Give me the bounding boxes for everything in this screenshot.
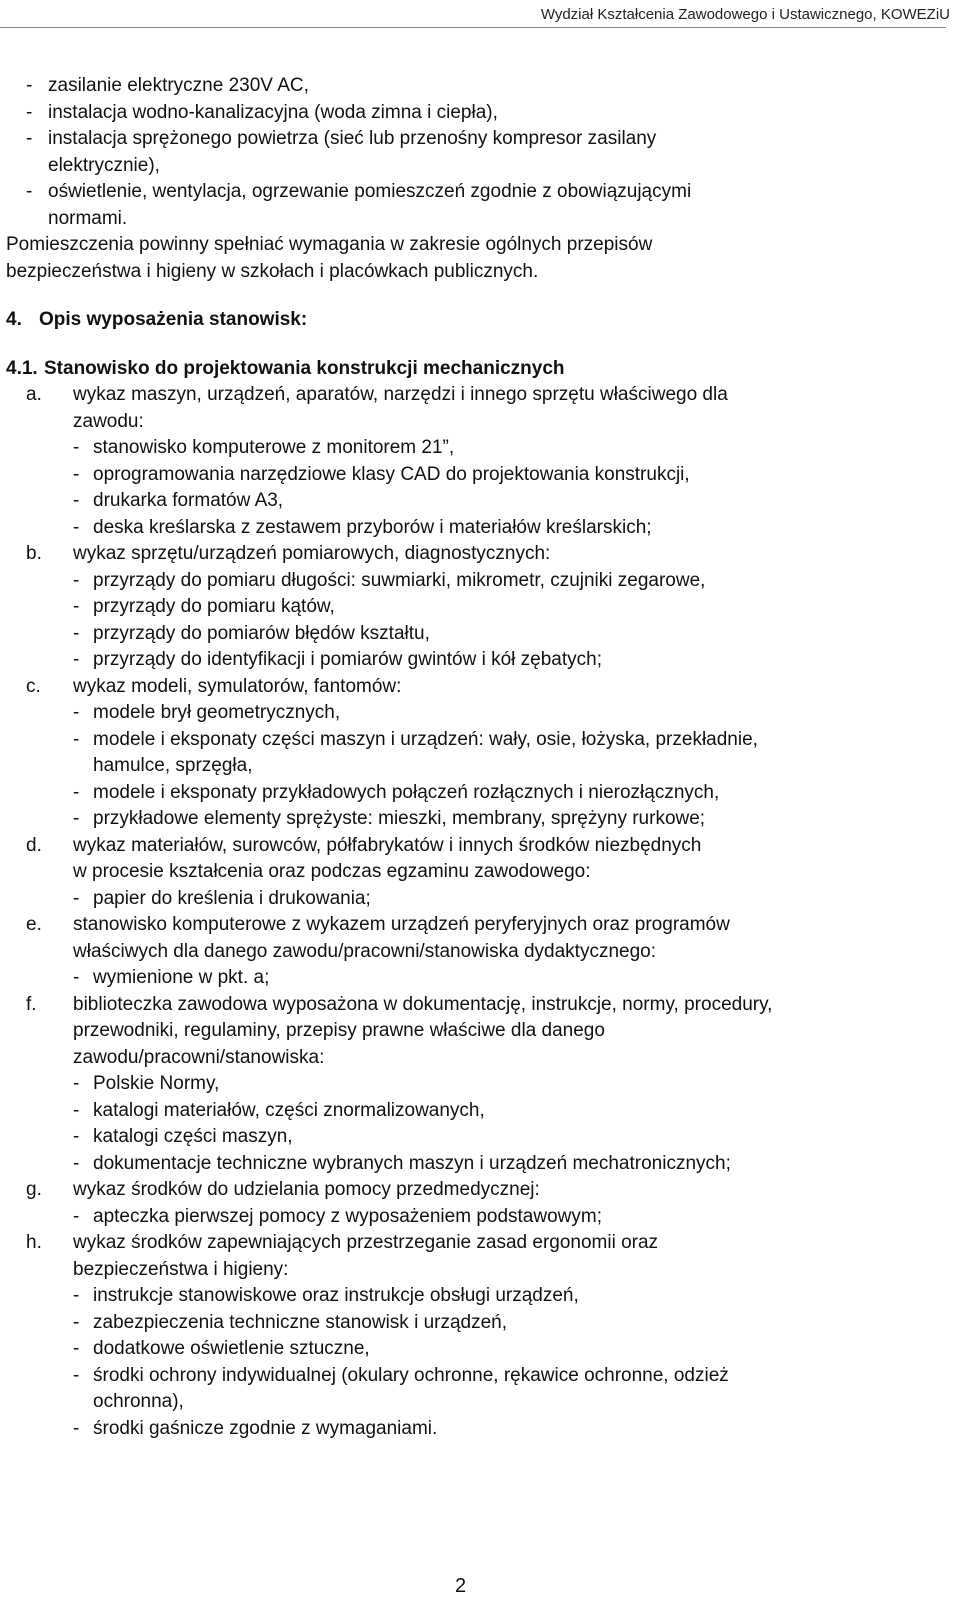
subsection-heading xyxy=(6,356,941,383)
item-text: stanowisko komputerowe z wykazem urządzeń peryferyjnych oraz programów xyxy=(73,914,730,935)
lettered-item-line xyxy=(6,674,941,701)
item-label: g. xyxy=(26,1179,42,1200)
list-item-text: normami. xyxy=(48,207,128,229)
sub-list-item-text: katalogi części maszyn, xyxy=(93,1126,293,1147)
list-item xyxy=(6,153,941,180)
dash-marker: - xyxy=(73,1152,80,1174)
dash-marker: - xyxy=(73,808,80,829)
sub-list-item xyxy=(6,1071,941,1098)
sub-list-item-text: deska kreślarska z zestawem przyborów i materiałów kreślarskich; xyxy=(93,516,652,538)
sub-list-item xyxy=(6,1336,941,1363)
intro-paragraph xyxy=(6,232,941,285)
dash-marker: - xyxy=(26,101,33,123)
sub-list-item xyxy=(6,806,941,833)
lettered-item-line xyxy=(6,833,941,860)
lettered-item-line xyxy=(6,912,941,939)
subsection-title: Stanowisko do projektowania konstrukcji mechanicznych xyxy=(44,357,565,379)
sub-list-item-text: zabezpieczenia techniczne stanowisk i urządzeń, xyxy=(93,1311,508,1333)
list-item xyxy=(6,126,941,153)
lettered-item xyxy=(6,382,941,541)
sub-list-item-text: przyrządy do identyfikacji i pomiarów gwintów i kół zębatych; xyxy=(93,649,602,670)
lettered-item-line xyxy=(6,1230,941,1257)
item-text: przewodniki, regulaminy, przepisy prawne właściwe dla danego xyxy=(73,1020,605,1041)
sub-list-item-text: apteczka pierwszej pomocy z wyposażeniem podstawowym; xyxy=(93,1205,602,1227)
item-text: wykaz modeli, symulatorów, fantomów: xyxy=(73,675,402,697)
section-number: 4. xyxy=(6,309,22,330)
sub-list-item-text: dokumentacje techniczne wybranych maszyn i urządzeń mechatronicznych; xyxy=(93,1152,731,1174)
list-item xyxy=(6,100,941,127)
sub-list-item xyxy=(6,568,941,595)
sub-list-item xyxy=(6,488,941,515)
dash-marker: - xyxy=(73,596,80,617)
lettered-item xyxy=(6,912,941,992)
list-item xyxy=(6,73,941,100)
sub-list-item xyxy=(6,700,941,727)
list-item-text: oświetlenie, wentylacja, ogrzewanie pomieszczeń zgodnie z obowiązującymi xyxy=(48,181,692,202)
document-body xyxy=(6,73,941,1442)
item-text: zawodu: xyxy=(73,410,144,432)
dash-marker: - xyxy=(73,490,80,511)
list-item xyxy=(6,206,941,233)
sub-list-item xyxy=(6,594,941,621)
dash-marker: - xyxy=(73,1099,80,1121)
item-label: a. xyxy=(26,384,42,405)
item-text: w procesie kształcenia oraz podczas egzaminu zawodowego: xyxy=(73,861,591,882)
sub-list-item xyxy=(6,515,941,542)
sub-list-item-text: modele i eksponaty części maszyn i urządzeń: wały, osie, łożyska, przekładnie, xyxy=(93,728,758,750)
intro-list xyxy=(6,73,941,232)
item-label: e. xyxy=(26,914,42,935)
dash-marker: - xyxy=(73,728,80,750)
sub-list-item xyxy=(6,1098,941,1125)
sub-list-item xyxy=(6,1363,941,1390)
paragraph-line: bezpieczeństwa i higieny w szkołach i placówkach publicznych. xyxy=(6,260,539,282)
lettered-item xyxy=(6,833,941,913)
sub-list-item-text: środki gaśnicze zgodnie z wymaganiami. xyxy=(93,1417,438,1439)
item-text: zawodu/pracowni/stanowiska: xyxy=(73,1046,325,1068)
header-divider xyxy=(0,27,946,28)
sub-list-item xyxy=(6,965,941,992)
list-item-text: instalacja sprężonego powietrza (sieć lub przenośny kompresor zasilany xyxy=(48,128,657,149)
page-number: 2 xyxy=(455,1575,467,1597)
dash-marker: - xyxy=(73,1285,80,1306)
dash-marker: - xyxy=(26,128,33,149)
lettered-item xyxy=(6,541,941,674)
lettered-item-line xyxy=(6,1257,941,1284)
dash-marker: - xyxy=(73,1417,80,1439)
lettered-item xyxy=(6,992,941,1178)
list-item-text: zasilanie elektryczne 230V AC, xyxy=(48,75,309,96)
lettered-item-line xyxy=(6,859,941,886)
sub-list-item-text: instrukcje stanowiskowe oraz instrukcje obsługi urządzeń, xyxy=(93,1285,579,1306)
dash-marker: - xyxy=(73,463,80,485)
sub-list-item xyxy=(6,886,941,913)
dash-marker: - xyxy=(73,1338,80,1359)
sub-list-item xyxy=(6,435,941,462)
lettered-item xyxy=(6,674,941,833)
list-item-text: elektrycznie), xyxy=(48,154,160,176)
sub-list-item-text: oprogramowania narzędziowe klasy CAD do projektowania konstrukcji, xyxy=(93,463,690,485)
lettered-item xyxy=(6,1177,941,1230)
lettered-item-line xyxy=(6,541,941,568)
lettered-item xyxy=(6,1230,941,1442)
sub-list-item-text: ochronna), xyxy=(93,1391,184,1412)
list-item xyxy=(6,179,941,206)
sub-list-item xyxy=(6,621,941,648)
lettered-item-line xyxy=(6,409,941,436)
sub-list-item-text: przyrządy do pomiaru długości: suwmiarki, mikrometr, czujniki zegarowe, xyxy=(93,569,706,591)
item-label: f. xyxy=(26,993,37,1015)
dash-marker: - xyxy=(73,1311,80,1333)
sub-list-item xyxy=(6,1151,941,1178)
sub-list-item-text: wymienione w pkt. a; xyxy=(93,967,270,988)
lettered-item-line xyxy=(6,382,941,409)
dash-marker: - xyxy=(73,1126,80,1147)
sub-list-item xyxy=(6,1283,941,1310)
item-text: wykaz maszyn, urządzeń, aparatów, narzędzi i innego sprzętu właściwego dla xyxy=(73,384,728,405)
dash-marker: - xyxy=(73,887,80,909)
sub-list-item-text: Polskie Normy, xyxy=(93,1073,220,1094)
item-text: właściwych dla danego zawodu/pracowni/stanowiska dydaktycznego: xyxy=(73,940,656,962)
dash-marker: - xyxy=(73,569,80,591)
dash-marker: - xyxy=(73,781,80,803)
lettered-item-line xyxy=(6,992,941,1019)
lettered-item-line xyxy=(6,1177,941,1204)
sub-list-item-text: środki ochrony indywidualnej (okulary ochronne, rękawice ochronne, odzież xyxy=(93,1364,729,1386)
section-heading xyxy=(6,307,941,334)
sub-list-item xyxy=(6,753,941,780)
subsection-number: 4.1. xyxy=(6,357,38,379)
dash-marker: - xyxy=(26,75,33,96)
section-title: Opis wyposażenia stanowisk: xyxy=(39,309,308,330)
sub-list-item-text: przyrządy do pomiarów błędów kształtu, xyxy=(93,622,430,644)
dash-marker: - xyxy=(73,516,80,538)
lettered-item-line xyxy=(6,1018,941,1045)
dash-marker: - xyxy=(73,437,80,458)
sub-list-item xyxy=(6,1204,941,1231)
sub-list-item xyxy=(6,1416,941,1443)
paragraph-line: Pomieszczenia powinny spełniać wymagania w zakresie ogólnych przepisów xyxy=(6,234,653,255)
dash-marker: - xyxy=(73,1205,80,1227)
item-text: bezpieczeństwa i higieny: xyxy=(73,1258,289,1280)
sub-list-item-text: przyrządy do pomiaru kątów, xyxy=(93,596,335,617)
item-label: d. xyxy=(26,834,42,856)
lettered-item-line xyxy=(6,1045,941,1072)
sub-list-item xyxy=(6,780,941,807)
equipment-lists xyxy=(6,382,941,1442)
page-header: Wydział Kształcenia Zawodowego i Ustawicznego, KOWEZiU xyxy=(540,6,950,23)
item-text: wykaz sprzętu/urządzeń pomiarowych, diagnostycznych: xyxy=(73,543,551,564)
item-text: wykaz środków do udzielania pomocy przedmedycznej: xyxy=(73,1179,540,1200)
list-item-text: instalacja wodno-kanalizacyjna (woda zimna i ciepła), xyxy=(48,101,498,123)
sub-list-item-text: modele brył geometrycznych, xyxy=(93,702,341,723)
item-text: biblioteczka zawodowa wyposażona w dokumentację, instrukcje, normy, procedury, xyxy=(73,993,773,1015)
sub-list-item-text: modele i eksponaty przykładowych połączeń rozłącznych i nierozłącznych, xyxy=(93,781,720,803)
dash-marker: - xyxy=(73,702,80,723)
sub-list-item xyxy=(6,462,941,489)
item-text: wykaz środków zapewniających przestrzeganie zasad ergonomii oraz xyxy=(73,1232,659,1253)
sub-list-item-text: stanowisko komputerowe z monitorem 21”, xyxy=(93,437,455,458)
sub-list-item xyxy=(6,1124,941,1151)
sub-list-item-text: papier do kreślenia i drukowania; xyxy=(93,887,371,909)
dash-marker: - xyxy=(73,1073,80,1094)
sub-list-item xyxy=(6,727,941,754)
sub-list-item xyxy=(6,647,941,674)
dash-marker: - xyxy=(26,181,33,202)
dash-marker: - xyxy=(73,622,80,644)
sub-list-item-text: dodatkowe oświetlenie sztuczne, xyxy=(93,1338,370,1359)
dash-marker: - xyxy=(73,967,80,988)
item-label: h. xyxy=(26,1232,42,1253)
item-label: b. xyxy=(26,543,42,564)
sub-list-item-text: przykładowe elementy sprężyste: mieszki, membrany, sprężyny rurkowe; xyxy=(93,808,706,829)
dash-marker: - xyxy=(73,649,80,670)
lettered-item-line xyxy=(6,939,941,966)
sub-list-item-text: hamulce, sprzęgła, xyxy=(93,755,253,776)
sub-list-item-text: drukarka formatów A3, xyxy=(93,490,284,511)
sub-list-item xyxy=(6,1310,941,1337)
sub-list-item-text: katalogi materiałów, części znormalizowanych, xyxy=(93,1099,485,1121)
item-text: wykaz materiałów, surowców, półfabrykatów i innych środków niezbędnych xyxy=(73,834,702,856)
dash-marker: - xyxy=(73,1364,80,1386)
sub-list-item xyxy=(6,1389,941,1416)
item-label: c. xyxy=(26,675,41,697)
